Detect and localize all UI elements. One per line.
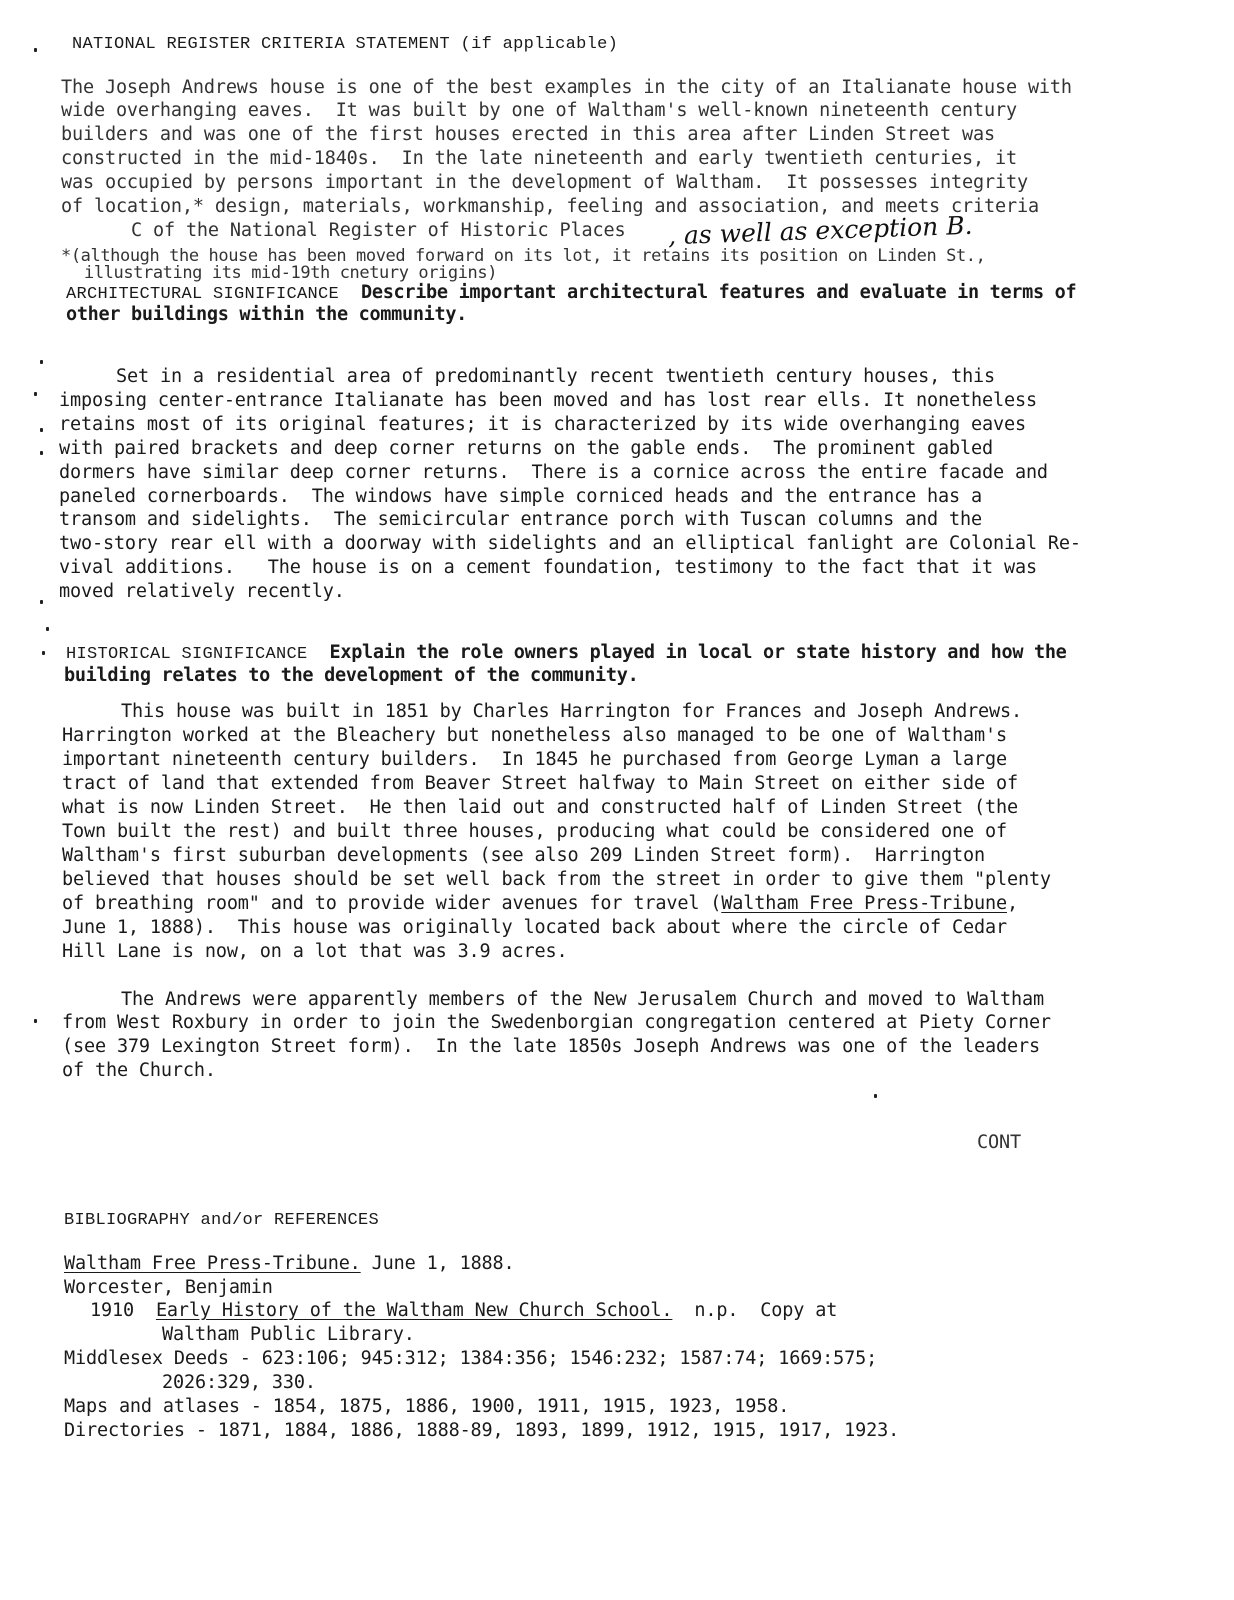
architectural-heading-desc: Describe important architectural features and evaluate in terms of	[361, 282, 1077, 303]
criteria-line: C of the National Register of Historic Places	[131, 220, 626, 241]
criteria-footnote: illustrating its mid-19th cnetury origins)	[84, 263, 498, 283]
criteria-line: constructed in the mid-1840s. In the late nineteenth and early twentieth centuries, it	[61, 148, 1017, 169]
historical-line: The Andrews were apparently members of the New Jerusalem Church and moved to Waltham	[121, 989, 1044, 1010]
criteria-line: wide overhanging eaves. It was built by one of Waltham's well-known nineteenth century	[61, 100, 1017, 121]
bibliography-entry-cont: Waltham Public Library.	[162, 1324, 415, 1345]
historical-line-text: of breathing room" and to provide wider avenues for travel (	[62, 893, 722, 914]
scan-speck	[34, 392, 37, 396]
historical-line: Town built the rest) and built three houses, producing what could be considered one of	[62, 821, 1007, 842]
architectural-line: retains most of its original features; it is characterized by its wide overhanging eaves	[59, 414, 1026, 435]
scan-speck	[46, 627, 49, 631]
newspaper-title: Waltham Free Press-Tribune	[721, 893, 1007, 914]
architectural-line: with paired brackets and deep corner returns on the gable ends. The prominent gabled	[59, 438, 993, 459]
architectural-line: moved relatively recently.	[59, 581, 345, 602]
scan-speck	[874, 1094, 877, 1098]
historical-line: believed that houses should be set well back from the street in order to give them "plenty	[62, 869, 1051, 890]
architectural-line: imposing center-entrance Italianate has been moved and has lost rear ells. It nonetheless	[59, 390, 1037, 411]
bib-newspaper-title: Waltham Free Press-Tribune.	[64, 1253, 361, 1274]
bib-entry-rest: n.p. Copy at	[672, 1300, 838, 1321]
historical-line	[62, 895, 1018, 914]
historical-line: of the Church.	[62, 1060, 216, 1081]
scan-speck	[40, 360, 43, 364]
historical-heading-label: HISTORICAL SIGNIFICANCE	[66, 645, 308, 664]
bibliography-deeds-cont: 2026:329, 330.	[162, 1372, 316, 1393]
historical-line: (see 379 Lexington Street form). In the late 1850s Joseph Andrews was one of the leaders	[62, 1036, 1040, 1057]
architectural-heading-label: ARCHITECTURAL SIGNIFICANCE	[66, 285, 340, 304]
criteria-line: of location,* design, materials, workmanship, feeling and association, and meets criteria	[61, 196, 1039, 217]
bib-entry-rest: June 1, 1888.	[360, 1253, 515, 1274]
historical-line: This house was built in 1851 by Charles Harrington for Frances and Joseph Andrews.	[121, 701, 1023, 722]
historical-line: tract of land that extended from Beaver Street halfway to Main Street on either side of	[62, 773, 1018, 794]
historical-line: Waltham's first suburban developments (see also 209 Linden Street form). Harrington	[62, 845, 985, 866]
architectural-line: dormers have similar deep corner returns. There is a cornice across the entire facade and	[59, 462, 1048, 483]
scan-speck	[40, 428, 43, 432]
historical-line: important nineteenth century builders. In 1845 he purchased from George Lyman a large	[62, 749, 1007, 770]
criteria-line: builders and was one of the first houses erected in this area after Linden Street was	[61, 124, 995, 145]
architectural-heading	[66, 284, 1076, 303]
scan-speck	[40, 600, 43, 604]
architectural-line: two-story rear ell with a doorway with sidelights and an elliptical fanlight are Colonial Re-	[59, 533, 1081, 554]
bibliography-maps: Maps and atlases - 1854, 1875, 1886, 1900, 1911, 1915, 1923, 1958.	[64, 1396, 790, 1417]
architectural-heading-desc2: other buildings within the community.	[66, 304, 468, 325]
historical-heading-desc2: building relates to the development of the community.	[64, 665, 639, 686]
bib-year: 1910	[90, 1300, 134, 1321]
criteria-line: The Joseph Andrews house is one of the best examples in the city of an Italianate house with	[61, 77, 1072, 98]
scan-speck	[40, 451, 43, 455]
scan-speck	[34, 48, 37, 52]
historical-line: Hill Lane is now, on a lot that was 3.9 acres.	[62, 941, 568, 962]
criteria-footnote: *(although the house has been moved forward on its lot, it retains its position on Linden St.,	[61, 246, 986, 266]
historical-heading	[66, 644, 1067, 663]
criteria-heading: NATIONAL REGISTER CRITERIA STATEMENT (if applicable)	[72, 35, 619, 54]
historical-line: Harrington worked at the Bleachery but nonetheless also managed to be one of Waltham's	[62, 725, 1007, 746]
bibliography-deeds: Middlesex Deeds - 623:106; 945:312; 1384:356; 1546:232; 1587:74; 1669:575;	[64, 1348, 878, 1369]
architectural-line: vival additions. The house is on a cement foundation, testimony to the fact that it was	[59, 557, 1037, 578]
bibliography-heading: BIBLIOGRAPHY and/or REFERENCES	[64, 1211, 380, 1230]
criteria-line: was occupied by persons important in the development of Waltham. It possesses integrity	[61, 172, 1028, 193]
historical-line: June 1, 1888). This house was originally located back about where the circle of Cedar	[62, 917, 1007, 938]
architectural-line: Set in a residential area of predominantly recent twentieth century houses, this	[116, 366, 996, 387]
bibliography-directories: Directories - 1871, 1884, 1886, 1888-89, 1893, 1899, 1912, 1915, 1917, 1923.	[64, 1420, 900, 1441]
bibliography-author: Worcester, Benjamin	[64, 1277, 273, 1298]
handwritten-annotation: , as well as exception B.	[667, 210, 973, 251]
bibliography-entry	[64, 1255, 515, 1274]
scan-speck	[34, 1019, 37, 1023]
bibliography-entry	[90, 1302, 837, 1321]
architectural-line: paneled cornerboards. The windows have simple corniced heads and the entrance has a	[59, 486, 982, 507]
bib-book-title: Early History of the Waltham New Church School.	[155, 1300, 673, 1321]
architectural-line: transom and sidelights. The semicircular entrance porch with Tuscan columns and the	[59, 509, 982, 530]
historical-line: what is now Linden Street. He then laid out and constructed half of Linden Street (the	[62, 797, 1018, 818]
continued-marker: CONT	[977, 1132, 1021, 1153]
historical-heading-desc: Explain the role owners played in local or state history and how the	[329, 642, 1067, 663]
title-punct: ,	[1006, 893, 1018, 914]
scan-speck	[42, 651, 45, 655]
historical-line: from West Roxbury in order to join the Swedenborgian congregation centered at Piety Corner	[62, 1012, 1051, 1033]
